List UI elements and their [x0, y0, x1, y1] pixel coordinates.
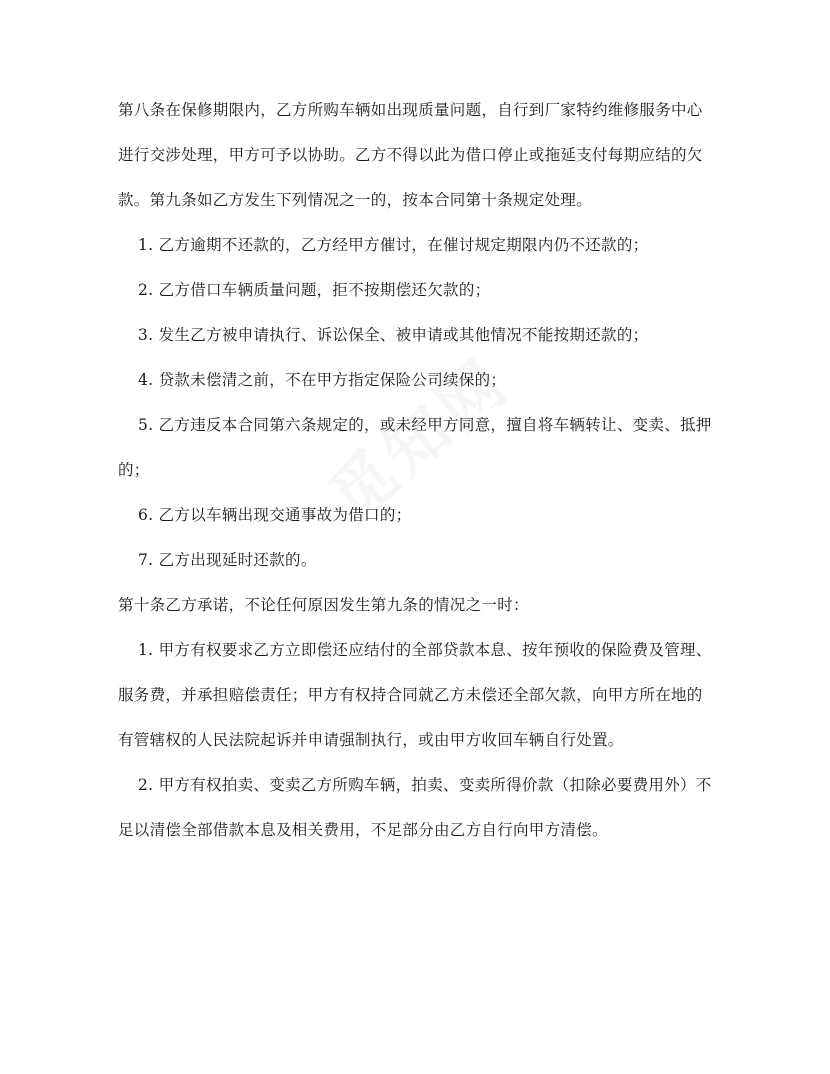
list-item-9-2: 2. 乙方借口车辆质量问题，拒不按期偿还欠款的；: [138, 281, 491, 299]
list-item-9-5: 5. 乙方违反本合同第六条规定的，或未经甲方同意，擅自将车辆转让、变卖、抵押的；: [118, 416, 712, 479]
list-item-9-6: 6. 乙方以车辆出现交通事故为借口的；: [138, 506, 412, 524]
list-item-10-1: 1. 甲方有权要求乙方立即偿还应结付的全部贷款本息、按年预收的保险费及管理、服务费，并承担赔偿责任；甲方有权持合同就乙方未偿还全部欠款，向甲方所在地的有管辖权的人民法院起诉并申请强制执行，或由甲方收回车辆自行处置。: [118, 641, 712, 749]
paragraph-article-10: 第十条乙方承诺，不论任何原因发生第九条的情况之一时：: [118, 596, 529, 614]
document-body: [118, 88, 718, 853]
paragraph-article-8-9: 第八条在保修期限内，乙方所购车辆如出现质量问题，自行到厂家特约维修服务中心进行交涉处理，甲方可予以协助。乙方不得以此为借口停止或拖延支付每期应结的欠款。第九条如乙方发生下列情况之一的，按本合同第十条规定处理。: [118, 101, 703, 209]
list-item-9-3: 3. 发生乙方被申请执行、诉讼保全、被申请或其他情况不能按期还款的；: [138, 326, 649, 344]
list-item-9-1: 1. 乙方逾期不还款的，乙方经甲方催讨，在催讨规定期限内仍不还款的；: [138, 236, 649, 254]
list-item-9-4: 4. 贷款未偿清之前，不在甲方指定保险公司续保的；: [138, 371, 507, 389]
list-item-9-7: 7. 乙方出现延时还款的。: [138, 551, 317, 569]
list-item-10-2: 2. 甲方有权拍卖、变卖乙方所购车辆，拍卖、变卖所得价款（扣除必要费用外）不足以清偿全部借款本息及相关费用，不足部分由乙方自行向甲方清偿。: [118, 776, 712, 839]
